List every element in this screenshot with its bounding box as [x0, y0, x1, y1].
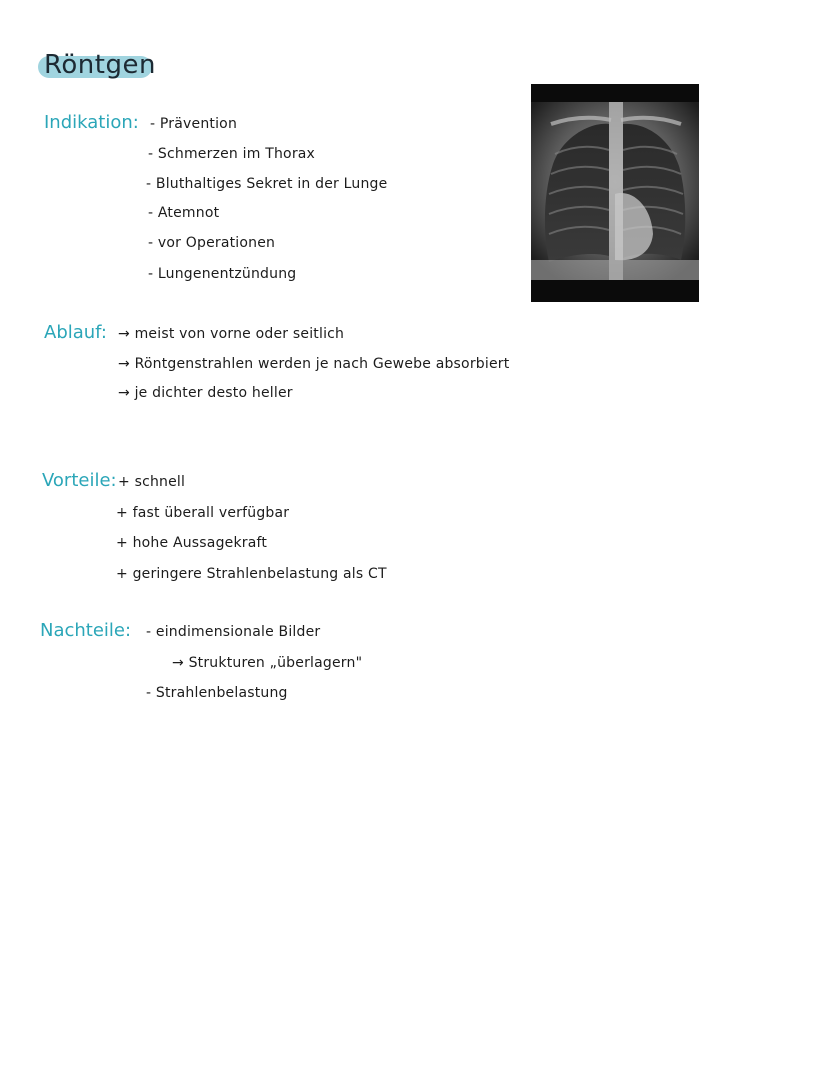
vorteile-item: + geringere Strahlenbelastung als CT: [116, 566, 387, 582]
page-title: Röntgen: [44, 50, 156, 80]
ablauf-item: → meist von vorne oder seitlich: [118, 326, 345, 342]
indikation-item: - Prävention: [150, 116, 238, 132]
vorteile-item: + hohe Aussagekraft: [116, 535, 268, 551]
ablauf-item: → je dichter desto heller: [118, 385, 293, 401]
indikation-item: - Bluthaltiges Sekret in der Lunge: [146, 176, 388, 192]
indikation-item: - Lungenentzündung: [148, 266, 297, 282]
chest-xray-image: [531, 84, 699, 302]
indikation-item: - vor Operationen: [148, 235, 276, 251]
title-block: [38, 48, 156, 82]
section-label-vorteile: Vorteile:: [42, 470, 117, 491]
indikation-item: - Atemnot: [148, 205, 220, 221]
vorteile-item: + schnell: [118, 474, 186, 490]
nachteile-item: → Strukturen „überlagern": [172, 655, 363, 671]
nachteile-item: - Strahlenbelastung: [146, 685, 288, 701]
nachteile-item: - eindimensionale Bilder: [146, 624, 321, 640]
ablauf-item: → Röntgenstrahlen werden je nach Gewebe absorbiert: [118, 356, 510, 372]
section-label-indikation: Indikation:: [44, 112, 139, 133]
section-label-ablauf: Ablauf:: [44, 322, 107, 343]
section-label-nachteile: Nachteile:: [40, 620, 132, 641]
indikation-item: - Schmerzen im Thorax: [148, 146, 316, 162]
vorteile-item: + fast überall verfügbar: [116, 505, 290, 521]
